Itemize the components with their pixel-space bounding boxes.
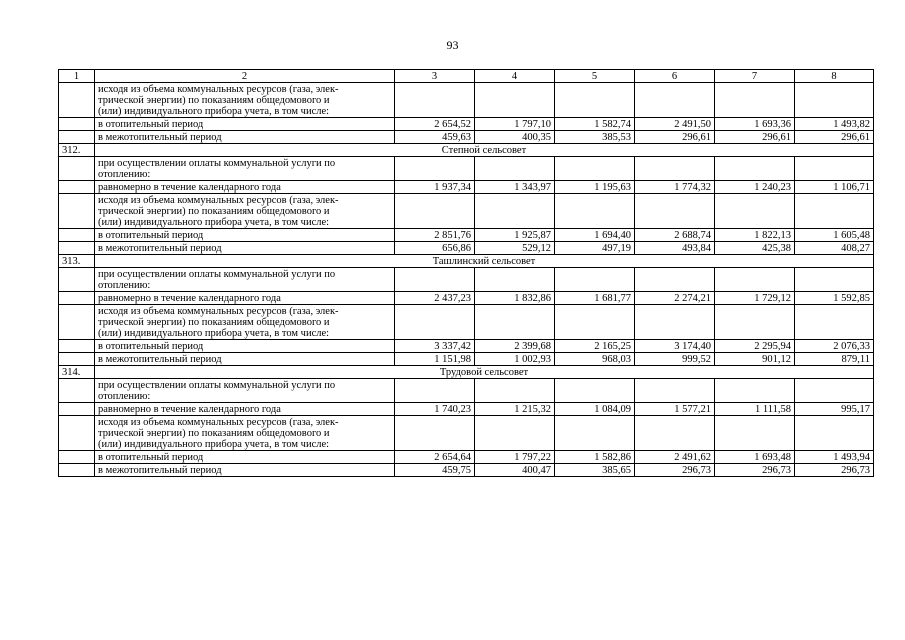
- value-cell: 2 295,94: [715, 340, 795, 353]
- value-cell: 296,73: [795, 464, 874, 477]
- value-cell: [635, 379, 715, 403]
- data-row: [59, 464, 874, 477]
- value-cell: 995,17: [795, 403, 874, 416]
- value-cell: 1 797,10: [475, 118, 555, 131]
- value-cell: [395, 83, 475, 118]
- value-cell: [635, 83, 715, 118]
- value-cell: 1 592,85: [795, 292, 874, 305]
- row-label: в отопительный период: [95, 451, 395, 464]
- row-label: в межотопительный период: [95, 131, 395, 144]
- value-cell: [635, 305, 715, 340]
- value-cell: 2 437,23: [395, 292, 475, 305]
- value-cell: 2 654,52: [395, 118, 475, 131]
- value-cell: [395, 268, 475, 292]
- value-cell: [555, 416, 635, 451]
- row-label: исходя из объема коммунальных ресурсов (газа, элек- трической энергии) по показаниям общедомового и (или) индивидуального прибора учета, в том числе:: [95, 416, 395, 451]
- value-cell: 493,84: [635, 242, 715, 255]
- data-row: [59, 242, 874, 255]
- row-number-cell: [59, 242, 95, 255]
- section-number: 312.: [59, 144, 95, 157]
- row-number-cell: [59, 464, 95, 477]
- value-cell: [715, 268, 795, 292]
- value-cell: 2 851,76: [395, 229, 475, 242]
- tariff-table-body: [59, 70, 874, 477]
- value-cell: 1 681,77: [555, 292, 635, 305]
- value-cell: [555, 305, 635, 340]
- value-cell: 879,11: [795, 353, 874, 366]
- data-row: [59, 118, 874, 131]
- value-cell: 901,12: [715, 353, 795, 366]
- row-label: в отопительный период: [95, 340, 395, 353]
- value-cell: 3 174,40: [635, 340, 715, 353]
- row-number-cell: [59, 340, 95, 353]
- section-row: [59, 144, 874, 157]
- value-cell: [475, 83, 555, 118]
- data-row: [59, 181, 874, 194]
- value-cell: 1 577,21: [635, 403, 715, 416]
- page-number: 93: [446, 38, 459, 52]
- value-cell: 497,19: [555, 242, 635, 255]
- row-label: при осуществлении оплаты коммунальной услуги по отоплению:: [95, 379, 395, 403]
- value-cell: 2 688,74: [635, 229, 715, 242]
- value-cell: [475, 194, 555, 229]
- value-cell: [715, 305, 795, 340]
- value-cell: [795, 416, 874, 451]
- value-cell: 1 493,82: [795, 118, 874, 131]
- value-cell: 1 774,32: [635, 181, 715, 194]
- row-number-cell: [59, 379, 95, 403]
- header-cell: 4: [475, 70, 555, 83]
- header-cell: 1: [59, 70, 95, 83]
- row-label: в отопительный период: [95, 118, 395, 131]
- row-number-cell: [59, 403, 95, 416]
- value-cell: [555, 194, 635, 229]
- row-number-cell: [59, 416, 95, 451]
- value-cell: 1 582,86: [555, 451, 635, 464]
- value-cell: 296,61: [635, 131, 715, 144]
- row-number-cell: [59, 194, 95, 229]
- value-cell: 1 729,12: [715, 292, 795, 305]
- value-cell: 2 076,33: [795, 340, 874, 353]
- value-cell: 2 274,21: [635, 292, 715, 305]
- value-cell: 2 491,50: [635, 118, 715, 131]
- value-cell: 296,61: [715, 131, 795, 144]
- value-cell: [635, 194, 715, 229]
- section-row: [59, 255, 874, 268]
- section-title: Трудовой сельсовет: [95, 366, 874, 379]
- row-label: в межотопительный период: [95, 353, 395, 366]
- value-cell: 1 832,86: [475, 292, 555, 305]
- header-cell: 6: [635, 70, 715, 83]
- section-number: 313.: [59, 255, 95, 268]
- value-cell: 1 822,13: [715, 229, 795, 242]
- text-row: [59, 305, 874, 340]
- data-row: [59, 292, 874, 305]
- row-label: в межотопительный период: [95, 464, 395, 477]
- row-label: при осуществлении оплаты коммунальной услуги по отоплению:: [95, 268, 395, 292]
- row-number-cell: [59, 181, 95, 194]
- value-cell: 1 605,48: [795, 229, 874, 242]
- value-cell: 1 493,94: [795, 451, 874, 464]
- value-cell: [395, 416, 475, 451]
- data-row: [59, 353, 874, 366]
- row-number-cell: [59, 83, 95, 118]
- value-cell: [555, 379, 635, 403]
- header-cell: 7: [715, 70, 795, 83]
- value-cell: 1 002,93: [475, 353, 555, 366]
- value-cell: 1 240,23: [715, 181, 795, 194]
- value-cell: 296,61: [795, 131, 874, 144]
- row-label: равномерно в течение календарного года: [95, 292, 395, 305]
- row-label: в межотопительный период: [95, 242, 395, 255]
- value-cell: [555, 157, 635, 181]
- value-cell: [795, 83, 874, 118]
- value-cell: 1 343,97: [475, 181, 555, 194]
- row-label: в отопительный период: [95, 229, 395, 242]
- row-number-cell: [59, 229, 95, 242]
- value-cell: [795, 157, 874, 181]
- value-cell: 408,27: [795, 242, 874, 255]
- value-cell: [475, 416, 555, 451]
- value-cell: 385,53: [555, 131, 635, 144]
- value-cell: [395, 305, 475, 340]
- value-cell: [475, 379, 555, 403]
- header-cell: 5: [555, 70, 635, 83]
- header-cell: 2: [95, 70, 395, 83]
- text-row: [59, 416, 874, 451]
- value-cell: 459,75: [395, 464, 475, 477]
- header-cell: 8: [795, 70, 874, 83]
- value-cell: [715, 194, 795, 229]
- value-cell: 1 582,74: [555, 118, 635, 131]
- value-cell: 1 151,98: [395, 353, 475, 366]
- value-cell: 1 084,09: [555, 403, 635, 416]
- section-title: Степной сельсовет: [95, 144, 874, 157]
- value-cell: 2 654,64: [395, 451, 475, 464]
- value-cell: 1 797,22: [475, 451, 555, 464]
- value-cell: 3 337,42: [395, 340, 475, 353]
- text-row: [59, 379, 874, 403]
- value-cell: 968,03: [555, 353, 635, 366]
- value-cell: [795, 268, 874, 292]
- row-label: при осуществлении оплаты коммунальной услуги по отоплению:: [95, 157, 395, 181]
- row-number-cell: [59, 131, 95, 144]
- value-cell: [795, 379, 874, 403]
- section-number: 314.: [59, 366, 95, 379]
- value-cell: [395, 194, 475, 229]
- value-cell: [635, 268, 715, 292]
- value-cell: 400,47: [475, 464, 555, 477]
- data-row: [59, 131, 874, 144]
- value-cell: [795, 194, 874, 229]
- data-row: [59, 229, 874, 242]
- value-cell: 296,73: [715, 464, 795, 477]
- value-cell: 2 491,62: [635, 451, 715, 464]
- value-cell: 1 925,87: [475, 229, 555, 242]
- row-number-cell: [59, 157, 95, 181]
- value-cell: 1 106,71: [795, 181, 874, 194]
- row-number-cell: [59, 451, 95, 464]
- row-number-cell: [59, 118, 95, 131]
- value-cell: 1 215,32: [475, 403, 555, 416]
- value-cell: [555, 83, 635, 118]
- text-row: [59, 83, 874, 118]
- value-cell: 1 195,63: [555, 181, 635, 194]
- value-cell: 296,73: [635, 464, 715, 477]
- text-row: [59, 157, 874, 181]
- row-label: исходя из объема коммунальных ресурсов (газа, элек- трической энергии) по показаниям общедомового и (или) индивидуального прибора учета, в том числе:: [95, 305, 395, 340]
- value-cell: 1 937,34: [395, 181, 475, 194]
- value-cell: [635, 416, 715, 451]
- value-cell: [715, 83, 795, 118]
- header-cell: 3: [395, 70, 475, 83]
- value-cell: [475, 268, 555, 292]
- value-cell: 656,86: [395, 242, 475, 255]
- data-row: [59, 340, 874, 353]
- row-number-cell: [59, 268, 95, 292]
- header-row: [59, 70, 874, 83]
- text-row: [59, 194, 874, 229]
- row-label: равномерно в течение календарного года: [95, 181, 395, 194]
- value-cell: [475, 305, 555, 340]
- value-cell: 1 111,58: [715, 403, 795, 416]
- section-title: Ташлинский сельсовет: [95, 255, 874, 268]
- value-cell: 385,65: [555, 464, 635, 477]
- value-cell: [635, 157, 715, 181]
- value-cell: [555, 268, 635, 292]
- row-number-cell: [59, 292, 95, 305]
- value-cell: 459,63: [395, 131, 475, 144]
- value-cell: 999,52: [635, 353, 715, 366]
- value-cell: [715, 157, 795, 181]
- value-cell: [395, 157, 475, 181]
- data-row: [59, 403, 874, 416]
- value-cell: 425,38: [715, 242, 795, 255]
- value-cell: 529,12: [475, 242, 555, 255]
- value-cell: 2 165,25: [555, 340, 635, 353]
- text-row: [59, 268, 874, 292]
- value-cell: 1 694,40: [555, 229, 635, 242]
- value-cell: [475, 157, 555, 181]
- value-cell: [715, 379, 795, 403]
- row-label: исходя из объема коммунальных ресурсов (газа, элек- трической энергии) по показаниям общедомового и (или) индивидуального прибора учета, в том числе:: [95, 194, 395, 229]
- value-cell: 400,35: [475, 131, 555, 144]
- value-cell: [795, 305, 874, 340]
- value-cell: [395, 379, 475, 403]
- value-cell: 1 693,48: [715, 451, 795, 464]
- value-cell: 2 399,68: [475, 340, 555, 353]
- value-cell: 1 740,23: [395, 403, 475, 416]
- row-label: равномерно в течение календарного года: [95, 403, 395, 416]
- row-label: исходя из объема коммунальных ресурсов (газа, элек- трической энергии) по показаниям общедомового и (или) индивидуального прибора учета, в том числе:: [95, 83, 395, 118]
- tariff-table: [58, 69, 874, 477]
- value-cell: [715, 416, 795, 451]
- section-row: [59, 366, 874, 379]
- data-row: [59, 451, 874, 464]
- value-cell: 1 693,36: [715, 118, 795, 131]
- row-number-cell: [59, 305, 95, 340]
- row-number-cell: [59, 353, 95, 366]
